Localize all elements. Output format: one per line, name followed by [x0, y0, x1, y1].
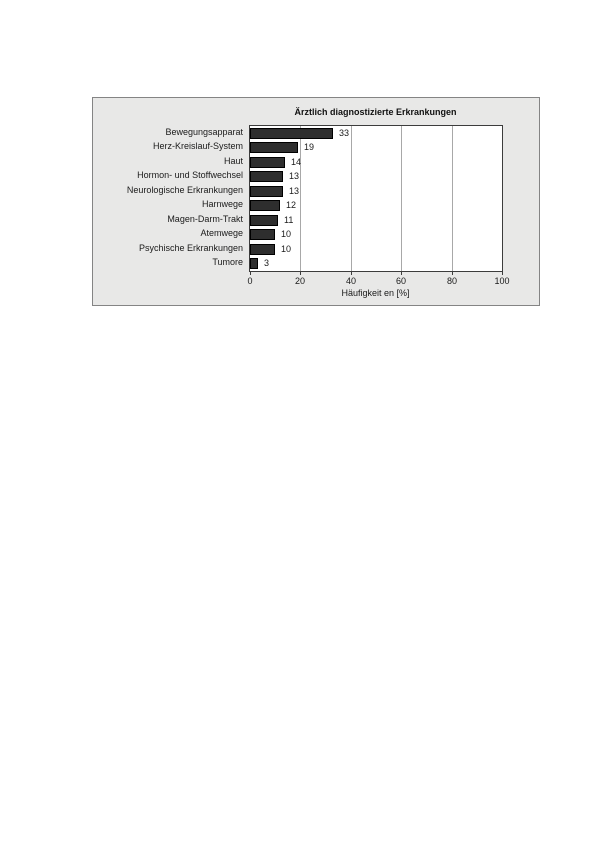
gridline: [401, 126, 402, 271]
value-label: 14: [291, 156, 302, 167]
bar: [250, 200, 280, 211]
x-tick-mark: [401, 272, 402, 275]
gridline: [351, 126, 352, 271]
x-tick-label: 0: [247, 276, 253, 286]
category-label: Harnwege: [201, 199, 243, 210]
x-tick-label: 80: [446, 276, 457, 286]
value-label: 13: [289, 185, 300, 196]
bar: [250, 244, 275, 255]
bar: [250, 128, 333, 139]
category-label: Magen-Darm-Trakt: [167, 213, 243, 224]
chart-title: Ärztlich diagnostizierte Erkrankungen: [294, 107, 457, 117]
x-tick-mark: [502, 272, 503, 275]
value-label: 13: [289, 171, 300, 182]
category-label: Herz-Kreislauf-System: [152, 141, 243, 152]
value-label: 12: [286, 200, 297, 211]
value-label: 11: [284, 214, 294, 225]
value-label: 19: [304, 142, 315, 153]
bar: [250, 258, 258, 269]
x-tick-label: 20: [294, 276, 305, 286]
category-label: Atemwege: [200, 228, 243, 239]
value-label: 10: [281, 229, 292, 240]
plot-area: [249, 125, 503, 272]
x-tick-mark: [351, 272, 352, 275]
x-tick-mark: [300, 272, 301, 275]
x-tick-label: 60: [395, 276, 406, 286]
value-label: 33: [339, 127, 350, 138]
category-label: Neurologische Erkrankungen: [126, 184, 243, 195]
category-label: Haut: [223, 155, 243, 166]
category-label: Hormon- und Stoffwechsel: [137, 170, 243, 181]
gridline: [300, 126, 301, 271]
value-label: 10: [281, 243, 292, 254]
chart-panel: [92, 97, 540, 306]
x-tick-label: 100: [494, 276, 510, 286]
category-label: Bewegungsapparat: [165, 126, 243, 137]
bar: [250, 157, 285, 168]
bar: [250, 186, 283, 197]
bar: [250, 229, 275, 240]
category-label: Tumore: [212, 257, 243, 268]
x-axis-title: Häufigkeit en [%]: [341, 288, 410, 298]
category-label: Psychische Erkrankungen: [138, 242, 243, 253]
bar: [250, 142, 298, 153]
x-tick-label: 40: [345, 276, 356, 286]
bar: [250, 215, 278, 226]
value-label: 3: [264, 258, 270, 269]
bar: [250, 171, 283, 182]
gridline: [452, 126, 453, 271]
x-tick-mark: [250, 272, 251, 275]
x-tick-mark: [452, 272, 453, 275]
